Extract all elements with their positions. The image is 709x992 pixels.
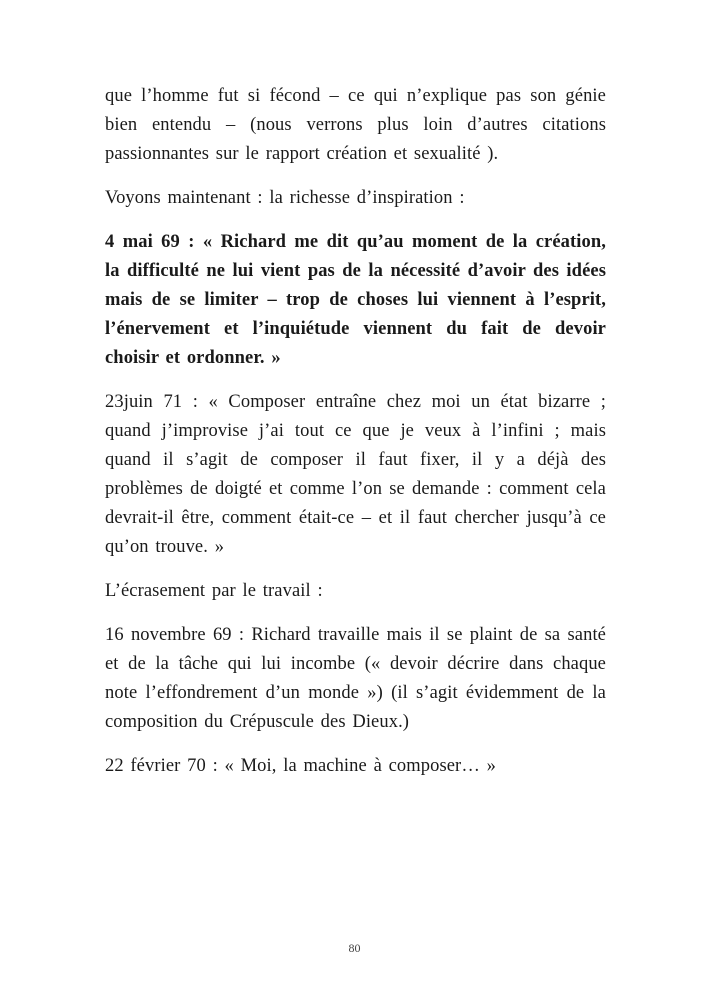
paragraph: 16 novembre 69 : Richard travaille mais il se plaint de sa santé et de la tâche qui lui incombe (« devoir décrire dans chaque note l’effondrement d’un monde ») (il s’agit évidemment de la composition du Crépuscule des Dieux.) — [105, 625, 606, 732]
paragraph: L’écrasement par le travail : — [105, 581, 323, 601]
paragraph: que l’homme fut si fécond – ce qui n’explique pas son génie bien entendu – (nous verrons plus loin d’autres citations passionnantes sur le rapport création et sexualité ). — [105, 86, 606, 164]
text-block — [105, 82, 606, 796]
page-number: 80 — [348, 941, 361, 955]
paragraph: Voyons maintenant : la richesse d’inspiration : — [105, 188, 465, 208]
paragraph-bold-quote: 4 mai 69 : « Richard me dit qu’au moment de la création, la difficulté ne lui vient pas de la nécessité d’avoir des idées mais de se limiter – trop de choses lui viennent à l’esprit, l’énervement et l’inquiétude viennent du fait de devoir choisir et ordonner. » — [105, 232, 606, 368]
paragraph: 23juin 71 : « Composer entraîne chez moi un état bizarre ; quand j’improvise j’ai tout ce que je veux à l’infini ; mais quand il s’agit de composer il faut fixer, il y a déjà des problèmes de doigté et comme l’on se demande : comment cela devrait-il être, comment était-ce – et il faut chercher jusqu’à ce qu’on trouve. » — [105, 392, 606, 557]
paragraph: 22 février 70 : « Moi, la machine à composer… » — [105, 756, 496, 776]
